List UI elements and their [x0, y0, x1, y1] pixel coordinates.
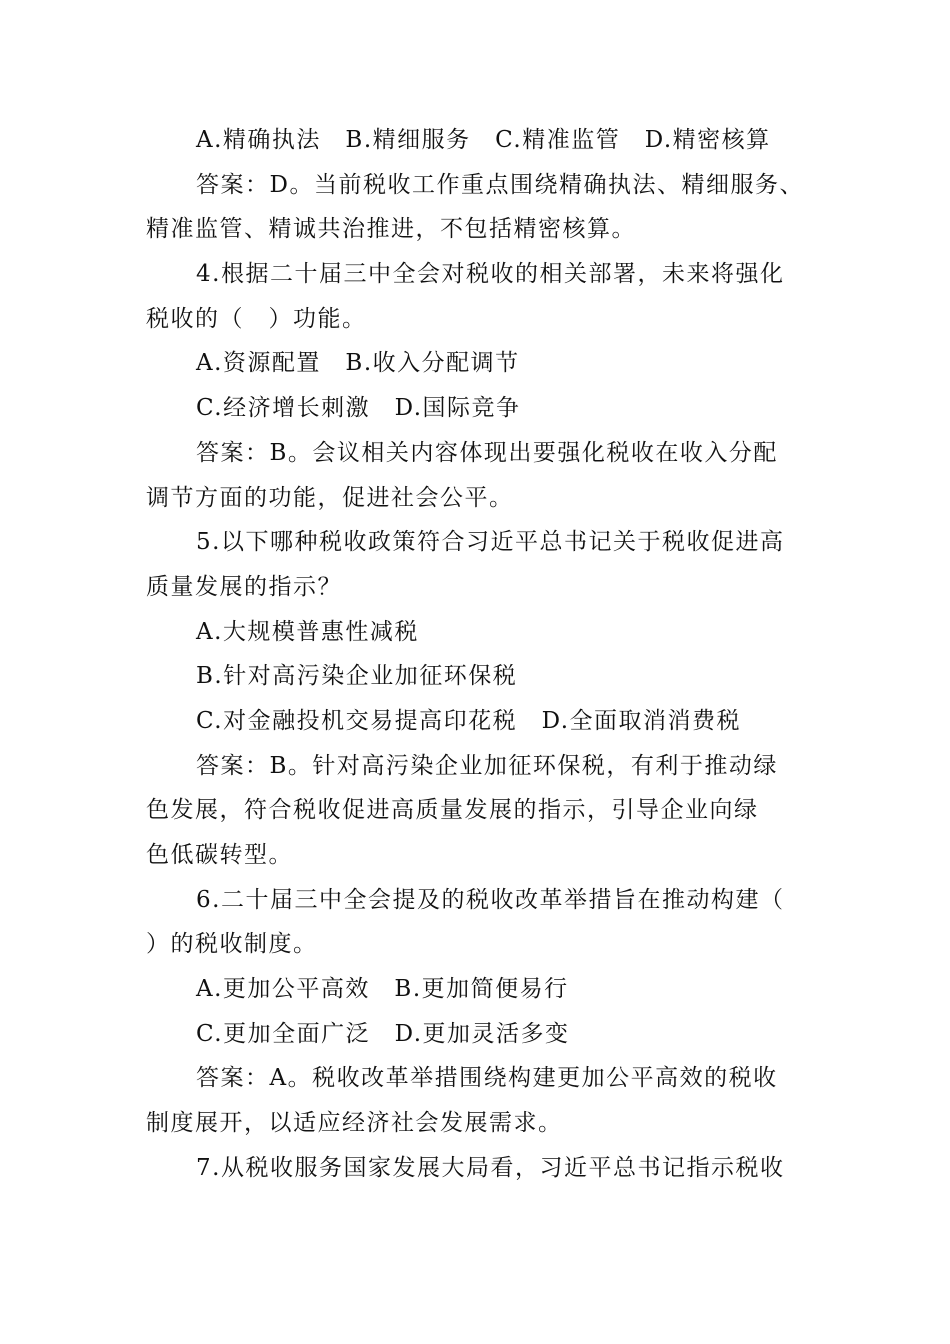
text-line: ）的税收制度。: [146, 931, 318, 958]
text-line: 5.以下哪种税收政策符合习近平总书记关于税收促进高: [196, 529, 785, 556]
text-line: 色发展，符合税收促进高质量发展的指示，引导企业向绿: [146, 797, 759, 824]
text-line: 7.从税收服务国家发展大局看，习近平总书记指示税收: [196, 1154, 785, 1181]
text-line: A.精确执法 B.精细服务 C.精准监管 D.精密核算: [196, 127, 771, 153]
text-line: 答案：B。会议相关内容体现出要强化税收在收入分配: [196, 439, 778, 466]
text-line: A.大规模普惠性减税: [196, 618, 419, 645]
text-line: 答案：A。税收改革举措围绕构建更加公平高效的税收: [196, 1065, 778, 1092]
text-line: 答案：D。当前税收工作重点围绕精确执法、精细服务、: [196, 171, 804, 198]
text-line: A.更加公平高效 B.更加简便易行: [196, 976, 569, 1003]
text-line: A.资源配置 B.收入分配调节: [196, 350, 520, 377]
text-line: 色低碳转型。: [146, 842, 293, 868]
text-line: 答案：B。针对高污染企业加征环保税，有利于推动绿: [196, 752, 778, 779]
text-line: 调节方面的功能，促进社会公平。: [146, 484, 514, 511]
text-line: B.针对高污染企业加征环保税: [196, 663, 518, 690]
text-line: C.对金融投机交易提高印花税 D.全面取消消费税: [196, 707, 742, 734]
text-line: 税收的（ ）功能。: [146, 305, 367, 332]
text-line: 4.根据二十届三中全会对税收的相关部署，未来将强化: [196, 261, 785, 288]
text-line: 质量发展的指示？: [146, 573, 342, 600]
document-body: [146, 118, 826, 1191]
text-line: C.更加全面广泛 D.更加灵活多变: [196, 1020, 570, 1047]
text-line: 制度展开，以适应经济社会发展需求。: [146, 1110, 563, 1137]
text-line: C.经济增长刺激 D.国际竞争: [196, 395, 521, 422]
text-line: 精准监管、精诚共治推进，不包括精密核算。: [146, 216, 636, 243]
text-line: 6.二十届三中全会提及的税收改革举措旨在推动构建（: [196, 886, 785, 913]
